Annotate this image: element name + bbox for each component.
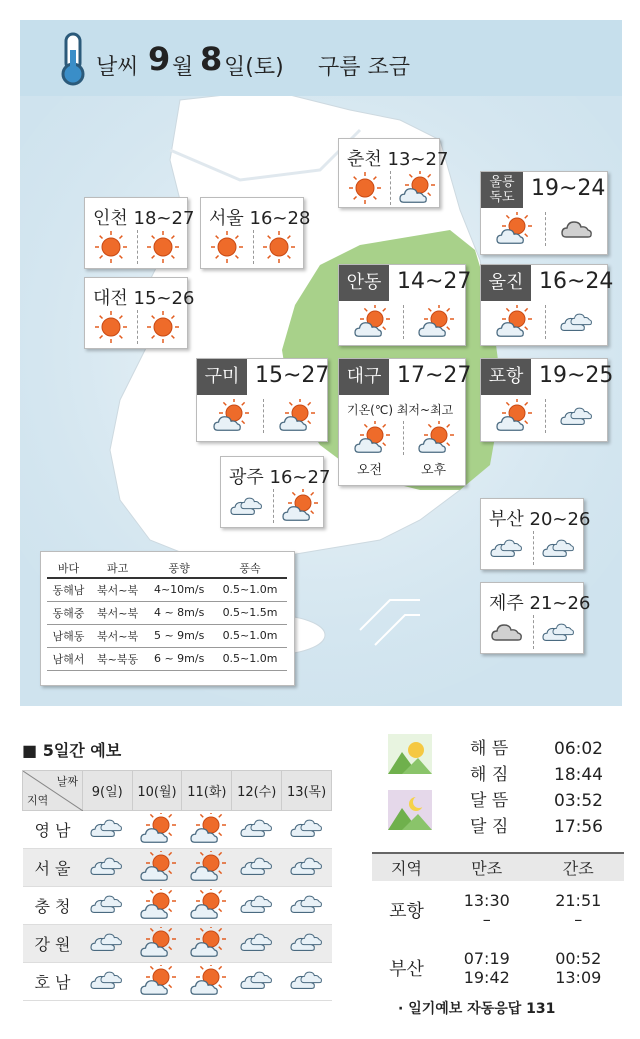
sun-icon [143,230,183,264]
sunrise-label: 해 뜸 [470,739,509,759]
city-temperature: 15~27 [255,363,330,388]
forecast-title: ■ 5일간 예보 [22,741,122,760]
card-divider [403,421,404,455]
city-card [84,277,195,349]
city-name-tag: 울릉 독도 [481,172,523,208]
forecast-row [23,887,332,925]
header-title-prefix: 날씨 [96,55,139,80]
header-day-unit: 일(토) [224,55,284,80]
city-card [200,197,311,269]
header-month: 9 [148,40,171,78]
sun-cloud-icon [493,305,533,339]
sea-cell: 동해중 [47,601,90,624]
tide-high-cell [441,939,532,997]
city-card [220,456,331,528]
cloud-icon [557,212,597,246]
forecast-day-header: 11(화) [182,771,232,811]
temp-legend-label: 기온(℃) 최저~최고 [347,403,454,417]
cloud-icon [282,887,332,925]
city-card [84,197,195,269]
sea-header-cell: 풍향 [145,558,213,578]
sun-icon [91,230,131,264]
sun-cloud-icon [396,171,436,205]
forecast-day-header: 10(월) [132,771,182,811]
city-temperature: 18~27 [133,208,195,229]
sunset-label: 해 짐 [470,765,509,785]
city-temperature: 17~27 [397,363,472,388]
tide-high-time: 13:30 [463,891,510,910]
sun-cloud-icon [182,887,232,925]
tide-row [372,939,624,997]
cloud-icon [539,531,579,565]
five-day-forecast-table [22,770,332,1001]
forecast-row [23,963,332,1001]
card-divider [545,399,546,433]
header-month-unit: 월 [172,55,194,80]
cloud-icon [83,887,133,925]
sun-cloud-icon [132,811,182,849]
card-divider [273,489,274,523]
city-name-temp [347,145,448,171]
cloud-icon [83,849,133,887]
city-name: 광주 [229,467,264,488]
sea-header-cell: 파고 [90,558,145,578]
forecast-day-header: 12(수) [232,771,282,811]
city-name: 서울 [209,208,244,229]
city-card [480,171,608,255]
cloud-icon [282,849,332,887]
sunrise-time: 06:02 [554,739,603,759]
sea-cell: 5 ~ 9m/s [145,624,213,647]
card-divider [137,230,138,264]
sun-cloud-icon [182,963,232,1001]
city-temperature: 15~26 [133,288,195,309]
sun-cloud-icon [493,399,533,433]
cloud-icon [232,963,282,1001]
sun-cloud-icon [182,811,232,849]
sea-row [47,624,287,647]
sea-cell: 북서~북 [90,601,145,624]
city-card [338,358,472,486]
cloud-icon [232,925,282,963]
forecast-corner-header [23,771,83,811]
city-card [480,358,614,442]
forecast-region: 충 청 [23,887,83,925]
cloud-icon [282,963,332,1001]
city-name-temp [93,284,194,310]
sea-cell: 4 ~ 8m/s [145,601,213,624]
sun-icon [345,171,385,205]
sea-cell: 북~북동 [90,647,145,670]
sun-cloud-icon [276,399,316,433]
city-card [480,582,591,654]
sea-cell: 북서~북 [90,624,145,647]
corner-region-label: 지역 [27,794,49,807]
city-temperature: 13~27 [387,149,449,170]
cloud-icon [539,615,579,649]
moonrise-icon [388,790,432,830]
forecast-region: 영 남 [23,811,83,849]
cloud-icon [232,887,282,925]
sun-cloud-icon [132,887,182,925]
city-card [338,138,449,208]
moonset-row [470,812,603,837]
sun-cloud-icon [210,399,250,433]
card-divider [533,531,534,565]
city-name-tag: 안동 [339,265,389,301]
sun-icon [91,310,131,344]
card-divider [137,310,138,344]
sun-cloud-icon [351,305,391,339]
sea-cell: 0.5~1.5m [213,601,287,624]
tide-high-cell [441,881,532,939]
sun-cloud-icon [132,963,182,1001]
city-name: 대전 [93,288,128,309]
city-temperature: 14~27 [397,269,472,294]
tide-low-cell [532,881,624,939]
header-summary: 구름 조금 [318,55,411,80]
sea-cell: 남해동 [47,624,90,647]
tide-region: 부산 [389,959,424,980]
forecast-row [23,925,332,963]
forecast-row [23,811,332,849]
footer-note: · 일기예보 자동응답 131 [398,1001,556,1017]
city-temperature: 16~27 [269,467,331,488]
am-label: 오전 [357,463,383,478]
city-card [338,264,472,346]
sea-row [47,601,287,624]
card-divider [545,305,546,339]
sea-cell: 북서~북 [90,578,145,601]
moonrise-row [470,786,603,811]
tide-table [372,852,624,997]
sunset-time: 18:44 [554,765,603,785]
city-temperature: 19~25 [539,363,614,388]
forecast-row [23,849,332,887]
tide-high-time: 19:42 [463,968,510,987]
tide-header-cell: 만조 [441,853,532,881]
sun-cloud-icon [182,925,232,963]
thermometer-icon [54,30,94,86]
sun-icon [207,230,247,264]
forecast-region: 호 남 [23,963,83,1001]
card-divider [253,230,254,264]
moonrise-time: 03:52 [554,791,603,811]
cloud-icon [282,925,332,963]
tide-header-cell: 간조 [532,853,624,881]
tide-high-time: 07:19 [463,949,510,968]
city-temperature: 19~24 [531,176,606,201]
city-card [480,264,614,346]
tide-low-time: 13:09 [555,968,602,987]
sea-header-cell: 풍속 [213,558,287,578]
sea-cell: 4~10m/s [145,578,213,601]
tide-header-cell: 지역 [372,853,441,881]
city-temperature: 16~28 [249,208,311,229]
city-name: 부산 [489,509,524,530]
card-divider [545,212,546,246]
sun-cloud-icon [493,212,533,246]
city-temperature: 20~26 [529,509,591,530]
sea-cell: 6 ~ 9m/s [145,647,213,670]
sea-conditions-table [40,551,295,686]
card-divider [263,399,264,433]
sea-row [47,647,287,670]
city-name-tag: 대구 [339,359,389,395]
header-day: 8 [200,40,223,78]
cloud-icon [83,963,133,1001]
cloud-icon [232,811,282,849]
cloud-icon [487,615,527,649]
sunrise-icon [388,734,432,774]
cloud-icon [557,399,597,433]
sun-cloud-icon [415,305,455,339]
tide-high-time: – [482,910,491,929]
city-name-temp [229,463,330,489]
sea-cell: 0.5~1.0m [213,647,287,670]
city-name-tag: 포항 [481,359,531,395]
cloud-icon [83,925,133,963]
sea-cell: 0.5~1.0m [213,624,287,647]
city-name-tag: 울진 [481,265,531,301]
moonset-time: 17:56 [554,817,603,837]
forecast-region: 서 울 [23,849,83,887]
card-divider [533,615,534,649]
card-divider [403,305,404,339]
sun-cloud-icon [415,421,455,455]
sun-cloud-icon [132,925,182,963]
tide-low-time: – [574,910,583,929]
sun-cloud-icon [182,849,232,887]
cloud-icon [83,811,133,849]
moonrise-label: 달 뜸 [470,791,509,811]
tide-region: 포항 [389,901,424,922]
sea-header-cell: 바다 [47,558,90,578]
header-bar [20,20,622,96]
corner-date-label: 날짜 [56,775,78,788]
moonset-label: 달 짐 [470,817,509,837]
sea-row [47,578,287,601]
city-temperature: 16~24 [539,269,614,294]
sun-cloud-icon [132,849,182,887]
city-name: 인천 [93,208,128,229]
city-card [196,358,328,442]
sun-cloud-icon [279,489,319,523]
pm-label: 오후 [421,463,447,478]
city-name-temp [489,589,590,615]
city-name-temp [489,505,590,531]
city-name-tag: 구미 [197,359,247,395]
city-name-temp [209,204,310,230]
cloud-icon [487,531,527,565]
sea-cell: 0.5~1.0m [213,578,287,601]
cloud-icon [557,305,597,339]
sun-icon [259,230,299,264]
sun-cloud-icon [351,421,391,455]
sea-cell: 동해남 [47,578,90,601]
tide-row [372,881,624,939]
tide-low-time: 21:51 [555,891,602,910]
city-name: 춘천 [347,149,382,170]
forecast-region: 강 원 [23,925,83,963]
city-card [480,498,591,570]
tide-low-time: 00:52 [555,949,602,968]
forecast-day-header: 9(일) [83,771,133,811]
sunset-row [470,760,603,785]
cloud-icon [227,489,267,523]
cloud-icon [232,849,282,887]
cloud-icon [282,811,332,849]
card-divider [390,171,391,205]
tide-low-cell [532,939,624,997]
city-name: 제주 [489,593,524,614]
sun-icon [143,310,183,344]
forecast-day-header: 13(목) [282,771,332,811]
sunrise-row [470,734,603,759]
city-name-temp [93,204,194,230]
sea-cell: 남해서 [47,647,90,670]
city-temperature: 21~26 [529,593,591,614]
